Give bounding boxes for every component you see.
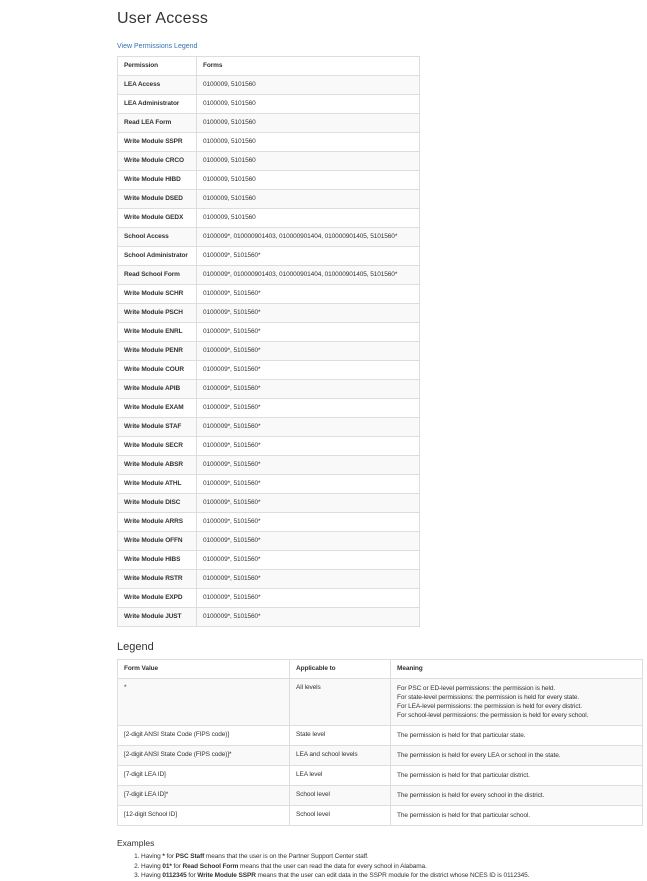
- table-row: [118, 133, 420, 152]
- permission-cell: Read School Form: [118, 266, 197, 285]
- legend-table: [117, 659, 643, 826]
- view-permissions-legend-link[interactable]: View Permissions Legend: [117, 43, 198, 50]
- permission-cell: LEA Administrator: [118, 95, 197, 114]
- permission-cell: Read LEA Form: [118, 114, 197, 133]
- permission-cell: Write Module STAF: [118, 418, 197, 437]
- examples-list: [117, 852, 642, 881]
- permission-cell: Write Module HIBS: [118, 551, 197, 570]
- forms-cell: 0100009*, 5101560*: [197, 380, 420, 399]
- table-row: [118, 608, 420, 627]
- permission-cell: Write Module SSPR: [118, 133, 197, 152]
- permission-cell: Write Module DISC: [118, 494, 197, 513]
- forms-column-header: Forms: [197, 57, 420, 76]
- meaning-cell: The permission is held for that particular state.: [391, 726, 643, 746]
- table-row: [118, 171, 420, 190]
- table-row: [118, 95, 420, 114]
- example-item: 3. Having 0112345 for Write Module SSPR means that the user can edit data in the SSPR module for the district whose NCES ID is 0112345.: [141, 871, 642, 881]
- permissions-forms-table-header: [118, 57, 420, 76]
- permission-cell: Write Module PSCH: [118, 304, 197, 323]
- table-row: [118, 152, 420, 171]
- table-row: [118, 456, 420, 475]
- forms-cell: 0100009*, 5101560*: [197, 399, 420, 418]
- permission-cell: Write Module PENR: [118, 342, 197, 361]
- form-value-cell: [12-digit School ID]: [118, 806, 290, 826]
- forms-cell: 0100009, 5101560: [197, 95, 420, 114]
- forms-cell: 0100009*, 5101560*: [197, 608, 420, 627]
- form-value-cell: [7-digit LEA ID]*: [118, 786, 290, 806]
- permission-cell: Write Module ATHL: [118, 475, 197, 494]
- forms-cell: 0100009*, 5101560*: [197, 323, 420, 342]
- forms-cell: 0100009, 5101560: [197, 152, 420, 171]
- table-header-row: [118, 660, 643, 679]
- table-row: [118, 513, 420, 532]
- forms-cell: 0100009*, 5101560*: [197, 247, 420, 266]
- permission-cell: School Access: [118, 228, 197, 247]
- applicable-to-cell: LEA and school levels: [290, 746, 391, 766]
- applicable-to-cell: All levels: [290, 679, 391, 726]
- permission-cell: Write Module DSED: [118, 190, 197, 209]
- forms-cell: 0100009, 5101560: [197, 190, 420, 209]
- example-item: 1. Having * for PSC Staff means that the user is on the Partner Support Center staff.: [141, 852, 642, 862]
- forms-cell: 0100009*, 5101560*: [197, 285, 420, 304]
- table-row: [118, 399, 420, 418]
- forms-cell: 0100009*, 5101560*: [197, 570, 420, 589]
- permission-cell: Write Module ARRS: [118, 513, 197, 532]
- forms-cell: 0100009*, 5101560*: [197, 551, 420, 570]
- table-row: [118, 209, 420, 228]
- applicable-to-cell: State level: [290, 726, 391, 746]
- permission-cell: Write Module COUR: [118, 361, 197, 380]
- applicable-to-cell: School level: [290, 806, 391, 826]
- page-title: User Access: [117, 10, 209, 27]
- table-row: [118, 806, 643, 826]
- forms-cell: 0100009, 5101560: [197, 171, 420, 190]
- meaning-cell: The permission is held for that particular district.: [391, 766, 643, 786]
- meaning-cell: For PSC or ED-level permissions: the permission is held. For state-level permissions: the permission is held for every state. For LEA-level permissions: the permission is held for every district. For school-level permissions: the permission is held for every school.: [391, 679, 643, 726]
- table-row: [118, 766, 643, 786]
- forms-cell: 0100009*, 5101560*: [197, 532, 420, 551]
- table-row: [118, 114, 420, 133]
- permission-cell: Write Module ENRL: [118, 323, 197, 342]
- forms-cell: 0100009*, 5101560*: [197, 475, 420, 494]
- permission-cell: Write Module SCHR: [118, 285, 197, 304]
- table-row: [118, 679, 643, 726]
- permission-cell: LEA Access: [118, 76, 197, 95]
- forms-cell: 0100009, 5101560: [197, 114, 420, 133]
- table-row: [118, 76, 420, 95]
- permission-cell: School Administrator: [118, 247, 197, 266]
- applicable-to-cell: LEA level: [290, 766, 391, 786]
- forms-cell: 0100009*, 5101560*: [197, 589, 420, 608]
- forms-cell: 0100009*, 5101560*: [197, 418, 420, 437]
- table-row: [118, 304, 420, 323]
- table-row: [118, 342, 420, 361]
- permissions-forms-table-body: [118, 76, 420, 627]
- legend-table-body: [118, 679, 643, 826]
- forms-cell: 0100009*, 5101560*: [197, 361, 420, 380]
- table-row: [118, 475, 420, 494]
- meaning-cell: The permission is held for that particular school.: [391, 806, 643, 826]
- permission-cell: Write Module APIB: [118, 380, 197, 399]
- permission-cell: Write Module GEDX: [118, 209, 197, 228]
- forms-cell: 0100009*, 5101560*: [197, 437, 420, 456]
- table-row: [118, 589, 420, 608]
- table-row: [118, 726, 643, 746]
- forms-cell: 0100009*, 5101560*: [197, 304, 420, 323]
- table-row: [118, 786, 643, 806]
- table-row: [118, 746, 643, 766]
- forms-cell: 0100009*, 010000901403, 010000901404, 010000901405, 5101560*: [197, 228, 420, 247]
- forms-cell: 0100009*, 5101560*: [197, 513, 420, 532]
- permission-cell: Write Module RSTR: [118, 570, 197, 589]
- table-row: [118, 551, 420, 570]
- forms-cell: 0100009*, 010000901403, 010000901404, 010000901405, 5101560*: [197, 266, 420, 285]
- permission-cell: Write Module JUST: [118, 608, 197, 627]
- example-item: 2. Having 01* for Read School Form means that the user can read the data for every school in Alabama.: [141, 862, 642, 872]
- permission-cell: Write Module OFFN: [118, 532, 197, 551]
- permission-cell: Write Module SECR: [118, 437, 197, 456]
- permission-cell: Write Module HIBD: [118, 171, 197, 190]
- form-value-column-header: Form Value: [118, 660, 290, 679]
- table-row: [118, 190, 420, 209]
- permission-column-header: Permission: [118, 57, 197, 76]
- table-row: [118, 418, 420, 437]
- applicable-to-cell: School level: [290, 786, 391, 806]
- legend-table-header: [118, 660, 643, 679]
- permission-cell: Write Module EXPD: [118, 589, 197, 608]
- table-row: [118, 285, 420, 304]
- form-value-cell: [2-digit ANSI State Code (FIPS code)]*: [118, 746, 290, 766]
- table-row: [118, 570, 420, 589]
- permission-cell: Write Module CRCO: [118, 152, 197, 171]
- form-value-cell: [2-digit ANSI State Code (FIPS code)]: [118, 726, 290, 746]
- table-row: [118, 361, 420, 380]
- applicable-to-column-header: Applicable to: [290, 660, 391, 679]
- forms-cell: 0100009, 5101560: [197, 133, 420, 152]
- permission-cell: Write Module ABSR: [118, 456, 197, 475]
- forms-cell: 0100009*, 5101560*: [197, 494, 420, 513]
- forms-cell: 0100009, 5101560: [197, 76, 420, 95]
- table-row: [118, 532, 420, 551]
- forms-cell: 0100009*, 5101560*: [197, 342, 420, 361]
- table-row: [118, 437, 420, 456]
- form-value-cell: *: [118, 679, 290, 726]
- table-row: [118, 228, 420, 247]
- forms-cell: 0100009*, 5101560*: [197, 456, 420, 475]
- meaning-cell: The permission is held for every school in the district.: [391, 786, 643, 806]
- form-value-cell: [7-digit LEA ID]: [118, 766, 290, 786]
- table-row: [118, 266, 420, 285]
- table-row: [118, 247, 420, 266]
- table-row: [118, 494, 420, 513]
- table-row: [118, 380, 420, 399]
- meaning-cell: The permission is held for every LEA or school in the state.: [391, 746, 643, 766]
- table-row: [118, 323, 420, 342]
- table-header-row: [118, 57, 420, 76]
- permissions-forms-table: [117, 56, 420, 627]
- legend-heading: Legend: [117, 641, 154, 653]
- examples-heading: Examples: [117, 838, 155, 848]
- permission-cell: Write Module EXAM: [118, 399, 197, 418]
- meaning-column-header: Meaning: [391, 660, 643, 679]
- forms-cell: 0100009, 5101560: [197, 209, 420, 228]
